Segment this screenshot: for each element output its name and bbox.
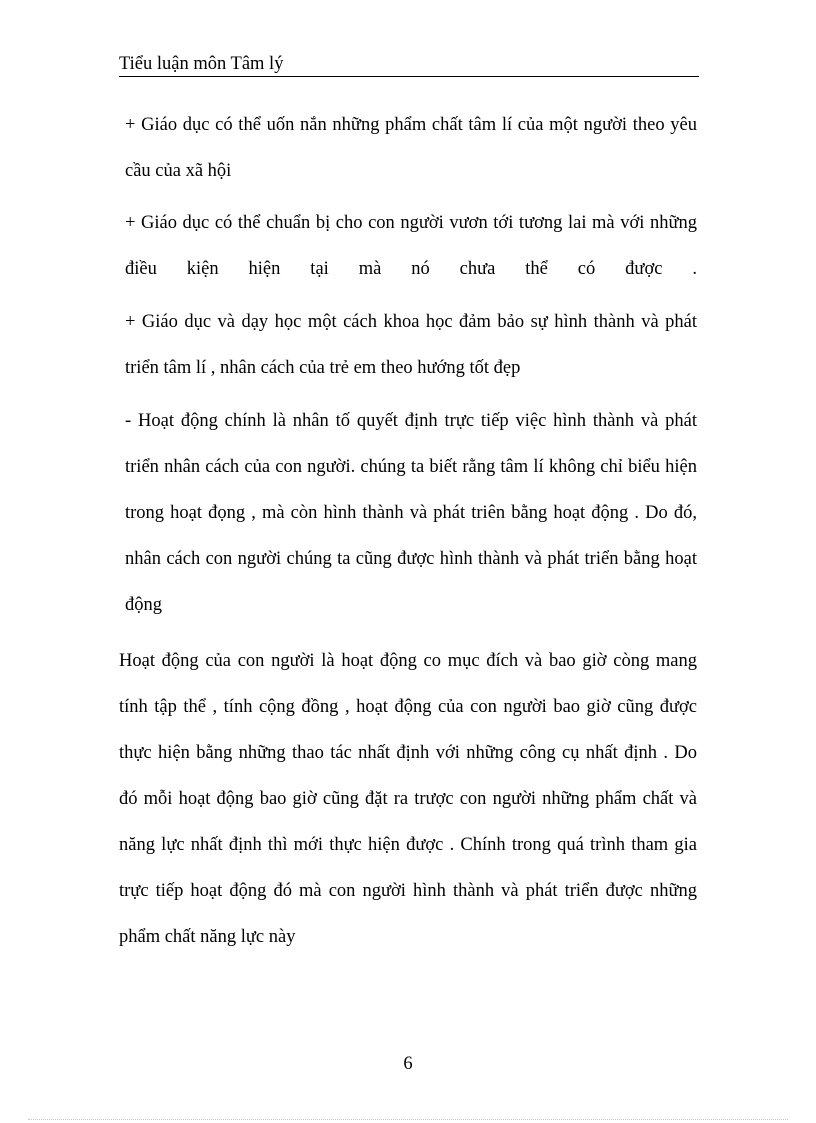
- paragraph-line: triển tâm lí , nhân cách của trẻ em theo hướng tốt đẹp: [125, 358, 521, 378]
- paragraph-education-future: [119, 200, 697, 292]
- paragraph-line: + Giáo dục có thể uốn nắn những phẩm chất tâm lí của một người theo yêu: [125, 115, 697, 135]
- page-number: 6: [403, 1054, 413, 1074]
- paragraph-line: Hoạt động của con người là hoạt động co mục đích và bao giờ còng mang: [119, 651, 697, 671]
- paragraph-line: phẩm chất năng lực này: [119, 927, 296, 947]
- paragraph-line: năng lực nhất định thì mới thực hiện được . Chính trong quá trình tham gia: [119, 835, 697, 855]
- page-header: [119, 52, 699, 77]
- paragraph-line: triển nhân cách của con người. chúng ta biết rằng tâm lí không chỉ biểu hiện: [125, 457, 697, 477]
- paragraph-line: trong hoạt đọng , mà còn hình thành và phát triên bằng hoạt động . Do đó,: [125, 503, 697, 523]
- paragraph-scientific-teaching: [119, 299, 697, 391]
- paragraph-line: trực tiếp hoạt động đó mà con người hình thành và phát triển được những: [119, 881, 697, 901]
- paragraph-line: + Giáo dục và dạy học một cách khoa học đảm bảo sự hình thành và phát: [125, 312, 697, 332]
- paragraph-human-activity: [119, 638, 697, 960]
- paragraph-line: tính tập thể , tính cộng đồng , hoạt động của con người bao giờ cũng được: [119, 697, 697, 717]
- paragraph-line: + Giáo dục có thể chuẩn bị cho con người vươn tới tương lai mà với những: [125, 213, 697, 233]
- paragraph-activity-factor: [119, 398, 697, 628]
- paragraph-education-shaping: [119, 102, 697, 194]
- paragraph-line: động: [125, 595, 162, 615]
- paragraph-line: điều kiện hiện tại mà nó chưa thể có được .: [125, 259, 697, 279]
- paragraph-line: thực hiện bằng những thao tác nhất định với những công cụ nhất định . Do: [119, 743, 697, 763]
- header-title: Tiểu luận môn Tâm lý: [119, 54, 284, 74]
- paragraph-line: đó mỗi hoạt động bao giờ cũng đặt ra trược con người những phẩm chất và: [119, 789, 697, 809]
- paragraph-line: - Hoạt động chính là nhân tố quyết định trực tiếp việc hình thành và phát: [125, 411, 697, 431]
- page-bottom-divider: [28, 1119, 788, 1120]
- paragraph-line: cầu của xã hội: [125, 161, 232, 181]
- paragraph-line: nhân cách con người chúng ta cũng được hình thành và phát triển bằng hoạt: [125, 549, 697, 569]
